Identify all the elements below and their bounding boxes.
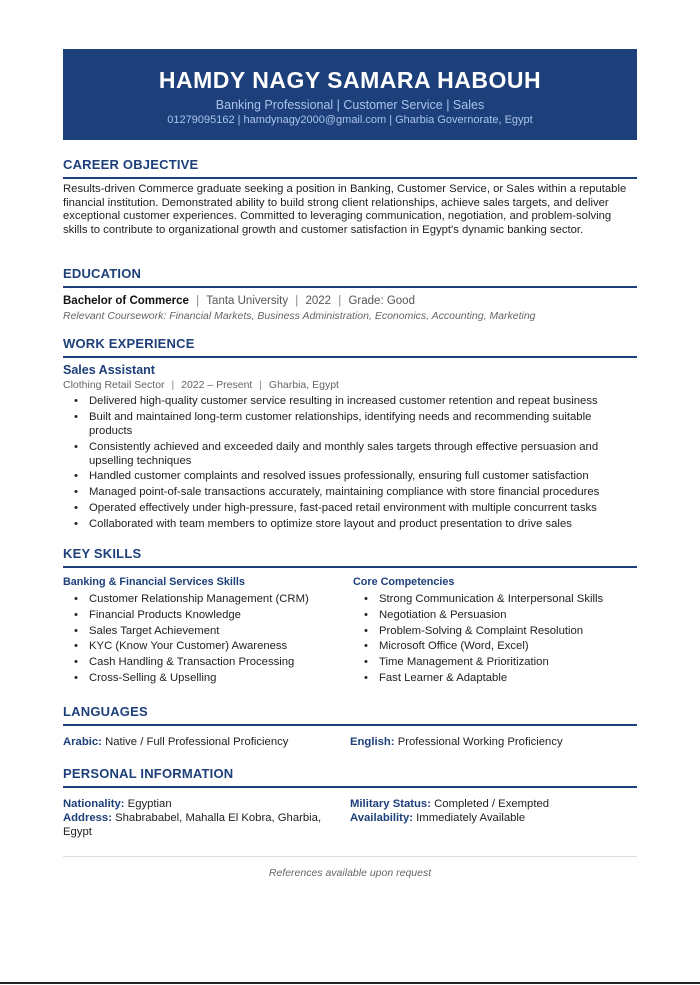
education-section bbox=[63, 266, 637, 323]
education-line bbox=[63, 294, 637, 309]
contact-line: 01279095162 | hamdynagy2000@gmail.com | Gharbia Governorate, Egypt bbox=[167, 114, 533, 126]
section-title: LANGUAGES bbox=[63, 704, 637, 726]
degree: Bachelor of Commerce bbox=[63, 295, 189, 307]
key-skills-section bbox=[63, 546, 637, 687]
footer-divider bbox=[63, 856, 637, 857]
objective-text: Results-driven Commerce graduate seeking a position in Banking, Customer Service, or Sales within a reputable financial institution. Demonstrated ability to build strong client relationships, achieve sales targets, and deliver exceptional customer experiences. Committed to leveraging communication, negotiation, and problem-solving skills to contribute to organizational growth and customer satisfaction in Egypt's dynamic banking sector. bbox=[63, 183, 627, 236]
list-item: • Delivered high-quality customer service resulting in increased customer retention and repeat business bbox=[63, 394, 637, 408]
resume-header bbox=[63, 49, 637, 140]
separator: | bbox=[256, 379, 265, 391]
personal-info-left bbox=[63, 797, 350, 839]
work-experience-section bbox=[63, 336, 637, 533]
personal-info-row bbox=[63, 797, 637, 839]
grade: Grade: Good bbox=[348, 295, 415, 307]
list-item: • Financial Products Knowledge bbox=[63, 608, 353, 622]
address-label: Address: bbox=[63, 812, 112, 824]
availability-value: Immediately Available bbox=[416, 812, 526, 824]
language-value: Native / Full Professional Proficiency bbox=[105, 736, 289, 748]
nationality-label: Nationality: bbox=[63, 798, 125, 810]
list-item: • Cross-Selling & Upselling bbox=[63, 671, 353, 685]
language-label: Arabic: bbox=[63, 736, 102, 748]
list-item: • Problem-Solving & Complaint Resolution bbox=[353, 624, 637, 638]
list-item: • Customer Relationship Management (CRM) bbox=[63, 592, 353, 606]
job-period: 2022 – Present bbox=[181, 379, 253, 391]
list-item: • Handled customer complaints and resolved issues professionally, ensuring full customer satisfaction bbox=[63, 469, 637, 483]
job-meta bbox=[63, 378, 637, 392]
list-item: • Fast Learner & Adaptable bbox=[353, 671, 637, 685]
university: Tanta University bbox=[206, 295, 289, 307]
nationality bbox=[63, 797, 350, 811]
list-item: • Strong Communication & Interpersonal Skills bbox=[353, 592, 637, 606]
languages-section bbox=[63, 704, 637, 749]
list-item: • Sales Target Achievement bbox=[63, 624, 353, 638]
list-item: • Managed point-of-sale transactions accurately, maintaining compliance with store financial procedures bbox=[63, 485, 637, 499]
list-item: • Microsoft Office (Word, Excel) bbox=[353, 639, 637, 653]
section-title: WORK EXPERIENCE bbox=[63, 336, 637, 358]
list-item: • Collaborated with team members to optimize store layout and product presentation to drive sales bbox=[63, 517, 637, 531]
languages-row bbox=[63, 735, 637, 749]
skills-heading: Core Competencies bbox=[353, 576, 455, 588]
separator: | bbox=[192, 295, 203, 307]
coursework: Relevant Coursework: Financial Markets, Business Administration, Economics, Accounting, Marketing bbox=[63, 310, 536, 322]
job-bullets bbox=[63, 394, 637, 531]
address-value: Shabrababel, Mahalla El Kobra, Gharbia, Egypt bbox=[63, 812, 322, 838]
military-value: Completed / Exempted bbox=[434, 798, 550, 810]
graduation-year: 2022 bbox=[305, 295, 332, 307]
separator: | bbox=[335, 295, 345, 307]
skills-column-right bbox=[353, 576, 637, 687]
separator: | bbox=[292, 295, 302, 307]
language-value: Professional Working Proficiency bbox=[397, 736, 563, 748]
skills-heading: Banking & Financial Services Skills bbox=[63, 576, 245, 588]
nationality-value: Egyptian bbox=[127, 798, 172, 810]
references-note: References available upon request bbox=[268, 867, 432, 879]
military-label: Military Status: bbox=[350, 798, 431, 810]
career-objective-section bbox=[63, 157, 637, 237]
address bbox=[63, 811, 350, 839]
section-title: CAREER OBJECTIVE bbox=[63, 157, 637, 179]
candidate-name: HAMDY NAGY SAMARA HABOUH bbox=[158, 67, 542, 93]
section-title: KEY SKILLS bbox=[63, 546, 637, 568]
list-item: • Cash Handling & Transaction Processing bbox=[63, 655, 353, 669]
skills-columns bbox=[63, 576, 637, 687]
list-item: • Operated effectively under high-pressure, fast-paced retail environment with multiple concurrent tasks bbox=[63, 501, 637, 515]
job-sector: Clothing Retail Sector bbox=[63, 379, 165, 391]
skills-list bbox=[353, 592, 637, 685]
personal-info-right bbox=[350, 797, 637, 839]
availability-label: Availability: bbox=[350, 812, 413, 824]
list-item: • KYC (Know Your Customer) Awareness bbox=[63, 639, 353, 653]
language-arabic bbox=[63, 735, 350, 749]
job-title: Sales Assistant bbox=[63, 363, 155, 377]
skills-column-left bbox=[63, 576, 353, 687]
availability bbox=[350, 811, 637, 825]
language-english bbox=[350, 735, 637, 749]
section-title: EDUCATION bbox=[63, 266, 637, 288]
military-status bbox=[350, 797, 637, 811]
personal-info-section bbox=[63, 766, 637, 839]
page-bottom-edge bbox=[0, 982, 700, 984]
list-item: • Negotiation & Persuasion bbox=[353, 608, 637, 622]
skills-list bbox=[63, 592, 353, 685]
job-location: Gharbia, Egypt bbox=[268, 379, 339, 391]
list-item: • Consistently achieved and exceeded daily and monthly sales targets through effective persuasion and upselling techniques bbox=[63, 440, 637, 468]
candidate-roles: Banking Professional | Customer Service | Sales bbox=[215, 98, 485, 112]
separator: | bbox=[168, 379, 178, 391]
list-item: • Time Management & Prioritization bbox=[353, 655, 637, 669]
list-item: • Built and maintained long-term customer relationships, identifying needs and recommending suitable products bbox=[63, 410, 637, 438]
section-title: PERSONAL INFORMATION bbox=[63, 766, 637, 788]
language-label: English: bbox=[350, 736, 395, 748]
